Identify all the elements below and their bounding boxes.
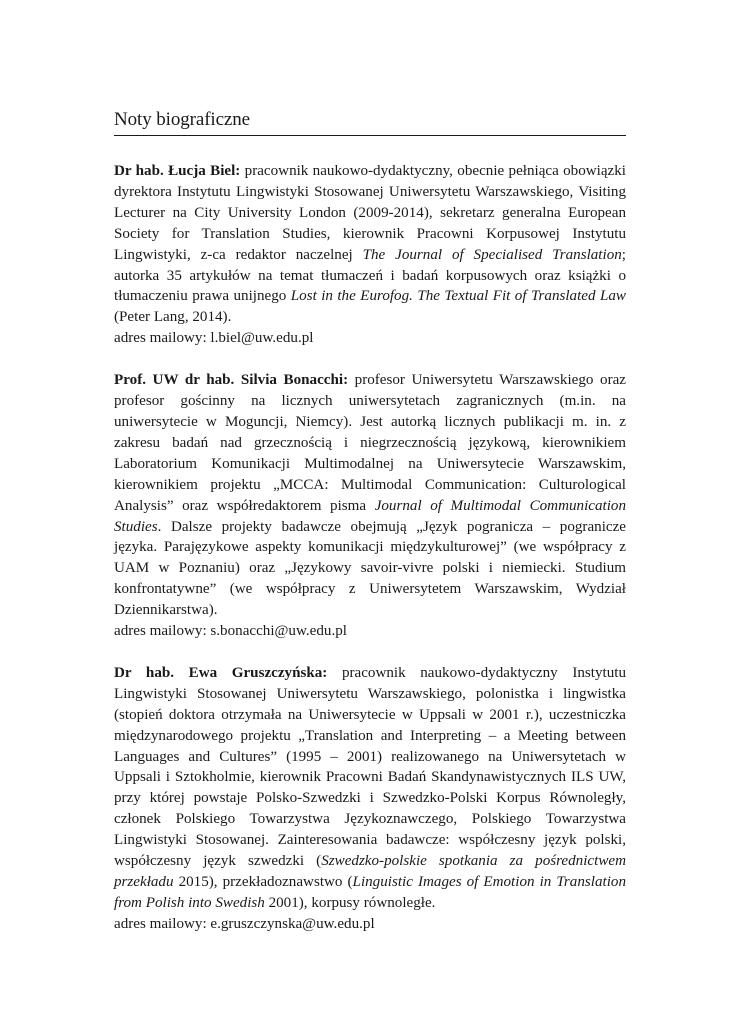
book-title: Linguistic Images of Emotion in Translation from Polish into Swedish bbox=[114, 874, 626, 911]
page bbox=[114, 108, 626, 935]
bio-paragraph bbox=[114, 161, 626, 328]
journal-title: Journal of Multimodal Communication Studies bbox=[114, 497, 626, 535]
person-name: Prof. UW dr hab. Silvia Bonacchi: bbox=[114, 372, 349, 389]
bio-text: profesor Uniwersytetu Warszawskiego oraz profesor gościnny na licznych uniwersytetach zagranicznych (m.in. na uniwersytecie w Moguncji, Niemcy). Jest autorką licznych publikacji m. in. z zakresu badań nad grzecznością i niegrzecznością językową, kierownikiem Laboratorium Komunikacji Multimodalnej na Uniwersytecie Warszawskim, kierownikiem projektu „MCCA: Multimodal Communication: Culturological Analysis” oraz współredaktorem pisma bbox=[114, 372, 626, 514]
bio-entry-biel bbox=[114, 161, 626, 349]
person-name: Dr hab. Łucja Biel: bbox=[114, 163, 241, 179]
person-name: Dr hab. Ewa Gruszczyńska: bbox=[114, 664, 328, 681]
book-title: Lost in the Eurofog. The Textual Fit of Translated Law bbox=[290, 288, 626, 305]
bio-entry-bonacchi bbox=[114, 370, 626, 642]
bio-paragraph bbox=[114, 663, 626, 914]
email-line: adres mailowy: l.biel@uw.edu.pl bbox=[114, 330, 314, 347]
bio-text: ; autorka 35 artykułów na temat tłumaczeń i badań korpusowych oraz książki o tłumaczeniu prawa unijnego bbox=[114, 246, 626, 305]
bio-text: 2015), przekładoznawstwo ( bbox=[173, 874, 353, 890]
email-line: adres mailowy: s.bonacchi@uw.edu.pl bbox=[114, 623, 347, 640]
bio-text: pracownik naukowo-dydaktyczny, obecnie pełniąca obowiązki dyrektora Instytutu Lingwistyki Stosowanej Uniwersytetu Warszawskiego, Visiting Lecturer na City University London (2009-2014), sekretarz generalna European Society for Translation Studies, kierownik Pracowni Korpusowej Instytutu Lingwistyki, z-ca redaktor naczelnej bbox=[114, 163, 627, 263]
bio-text: pracownik naukowo-dydaktyczny Instytutu Lingwistyki Stosowanej Uniwersytetu Warszawskiego, polonistka i lingwistka (stopień doktora otrzymała na Uniwersytecie w Uppsali w 2001 r.), uczestniczka międzynarodowego projektu „Translation and Interpreting – a Meeting between Languages and Cultures” (1995 – 2001) realizowanego na Uniwersytetach w Uppsali i Sztokholmie, kierownik Pracowni Badań Skandynawistycznych ILS UW, przy której powstaje Polsko-Szwedzki i Szwedzko-Polski Korpus Równoległy, członek Polskiego Towarzystwa Językoznawczego, Polskiego Towarzystwa Lingwistyki Stosowanej. Zainteresowania badawcze: współczesny język polski, współczesny język szwedzki ( bbox=[114, 664, 626, 870]
bio-text: (Peter Lang, 2014). bbox=[114, 309, 232, 326]
section-title: Noty biograficzne bbox=[114, 108, 626, 136]
journal-title: The Journal of Specialised Translation bbox=[362, 246, 622, 263]
bio-text: 2001), korpusy równoległe. bbox=[264, 894, 436, 911]
bio-text: . Dalsze projekty badawcze obejmują „Język pogranicza – pogranicze języka. Parajęzykowe aspekty komunikacji międzykulturowej” (we współpracy z UAM w Poznaniu) oraz „Językowy savoir-vivre polski i niemiecki. Studium konfrontatywne” (we współpracy z Uniwersytetem Warszawskim, Wydział Dziennikarstwa). bbox=[114, 518, 626, 619]
book-title: Szwedzko-polskie spotkania za pośrednictwem przekładu bbox=[114, 853, 626, 890]
bio-entry-gruszczynska bbox=[114, 663, 626, 935]
bio-paragraph bbox=[114, 370, 626, 621]
email-line: adres mailowy: e.gruszczynska@uw.edu.pl bbox=[114, 915, 375, 932]
